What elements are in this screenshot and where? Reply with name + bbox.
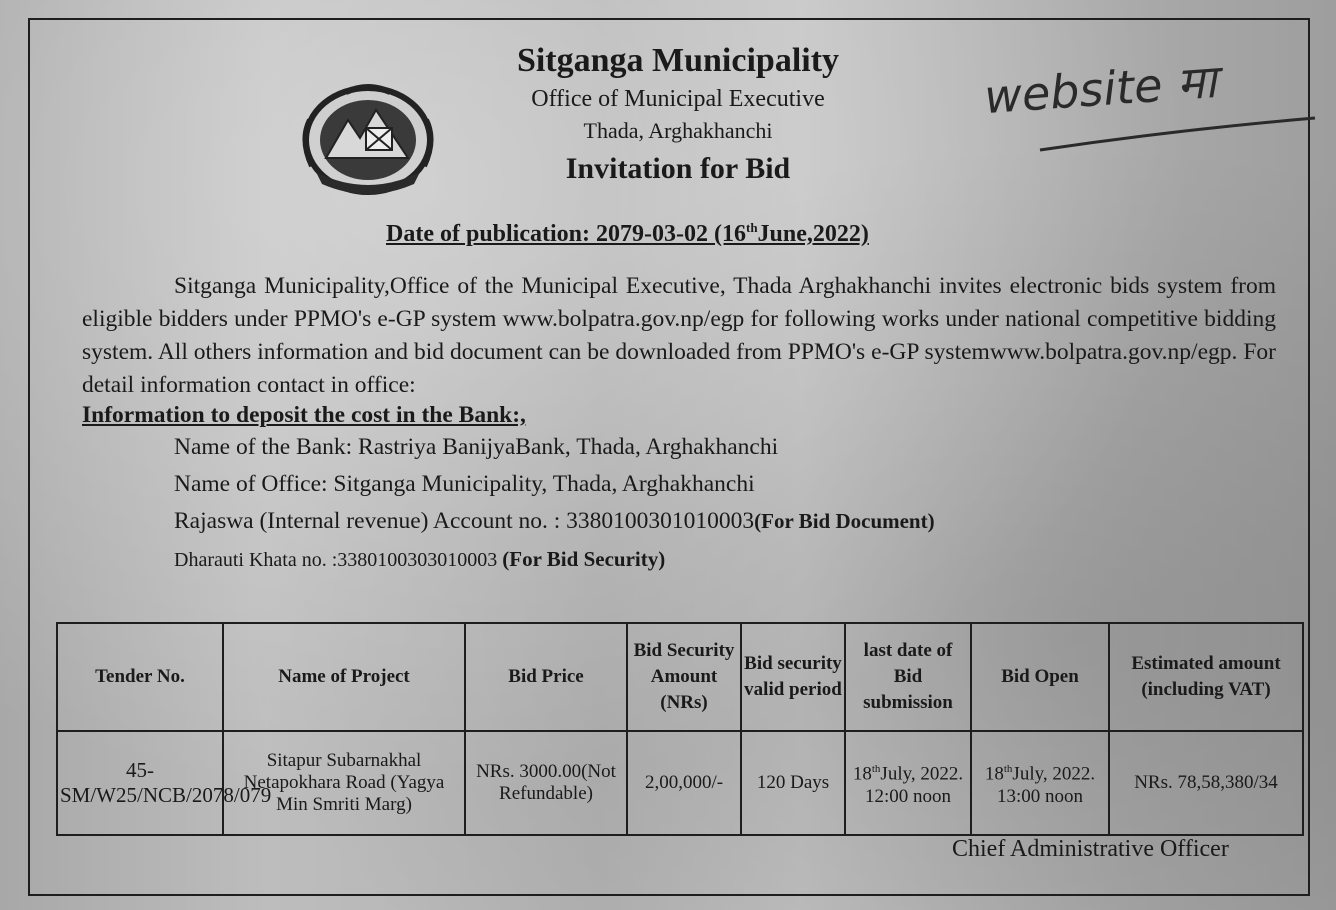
tender-table: [56, 622, 1304, 836]
bank-info-heading: Information to deposit the cost in the Bank:,: [82, 402, 526, 428]
col-security-valid: Bid security valid period: [741, 623, 845, 731]
handwritten-note: [982, 40, 1315, 160]
handwritten-note-text: website मा: [982, 54, 1218, 125]
office-subtitle: Office of Municipal Executive: [531, 86, 825, 112]
col-security-amount: Bid Security Amount (NRs): [627, 623, 741, 731]
col-last-date: last date of Bid submission: [845, 623, 971, 731]
location-subtitle: Thada, Arghakhanchi: [583, 118, 773, 143]
table-header-row: [57, 623, 1303, 731]
cell-security-amount: 2,00,000/-: [627, 731, 741, 835]
publication-date: Date of publication: 2079-03-02 (16thJune,2022): [386, 220, 869, 247]
cell-project: Sitapur Subarnakhal Netapokhara Road (Yagya Min Smriti Marg): [223, 731, 465, 835]
bank-name-line: Name of the Bank: Rastriya BanijyaBank, Thada, Arghakhanchi: [174, 434, 779, 460]
invitation-paragraph: Sitganga Municipality,Office of the Municipal Executive, Thada Arghakhanchi invites electronic bids system from eligible bidders under PPMO's e-GP system www.bolpatra.gov.np/egp for following works under national competitive bidding system. All others information and bid document can be downloaded from PPMO's e-GP systemwww.bolpatra.gov.np/egp. For detail information contact in office:: [82, 273, 1276, 398]
cell-bid-price: NRs. 3000.00(Not Refundable): [465, 731, 627, 835]
col-project: Name of Project: [223, 623, 465, 731]
cell-estimated: NRs. 78,58,380/34: [1109, 731, 1303, 835]
cell-tender-no: 45-SM/W25/NCB/2078/079: [57, 731, 223, 835]
cell-security-valid: 120 Days: [741, 731, 845, 835]
table-row: [57, 731, 1303, 835]
col-bid-price: Bid Price: [465, 623, 627, 731]
cell-last-date: 18thJuly, 2022. 12:00 noon: [845, 731, 971, 835]
cell-bid-open: 18thJuly, 2022. 13:00 noon: [971, 731, 1109, 835]
notice-title: Invitation for Bid: [565, 152, 791, 185]
col-estimated: Estimated amount (including VAT): [1109, 623, 1303, 731]
col-tender-no: Tender No.: [57, 623, 223, 731]
signatory-title: Chief Administrative Officer: [952, 836, 1229, 862]
revenue-account-line: Rajaswa (Internal revenue) Account no. : 3380100301010003(For Bid Document): [174, 508, 935, 534]
dharauti-account-line: Dharauti Khata no. :3380100303010003 (For Bid Security): [174, 547, 666, 571]
office-name-line: Name of Office: Sitganga Municipality, Thada, Arghakhanchi: [174, 471, 755, 497]
col-bid-open: Bid Open: [971, 623, 1109, 731]
municipality-title: Sitganga Municipality: [516, 42, 840, 79]
